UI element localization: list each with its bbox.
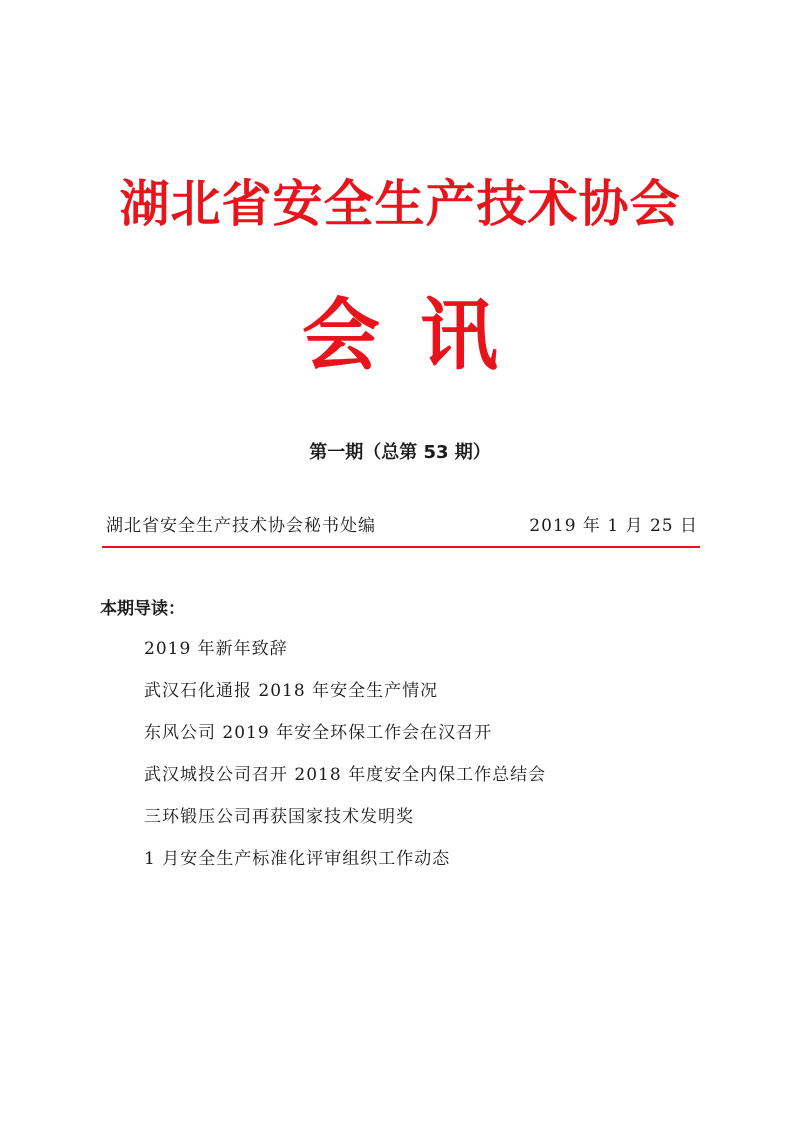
publication-date: 2019 年 1 月 25 日 — [529, 516, 698, 536]
toc-item: 东风公司 2019 年安全环保工作会在汉召开 — [144, 723, 493, 743]
toc-heading: 本期导读： — [100, 599, 185, 619]
toc-item: 三环锻压公司再获国家技术发明奖 — [144, 807, 414, 827]
toc-item: 武汉城投公司召开 2018 年度安全内保工作总结会 — [144, 765, 547, 785]
toc-item: 1 月安全生产标准化评审组织工作动态 — [144, 849, 451, 869]
issue-number: 第一期（总第 53 期） — [309, 442, 491, 463]
toc-item: 2019 年新年致辞 — [144, 639, 288, 659]
red-divider — [102, 546, 700, 548]
toc-list — [144, 628, 546, 880]
masthead-meta — [102, 512, 698, 540]
editor-line: 湖北省安全生产技术协会秘书处编 — [106, 516, 376, 536]
toc-item: 武汉石化通报 2018 年安全生产情况 — [144, 681, 439, 701]
publication-title: 会讯 — [301, 290, 538, 381]
organization-title: 湖北省安全生产技术协会 — [119, 174, 681, 233]
